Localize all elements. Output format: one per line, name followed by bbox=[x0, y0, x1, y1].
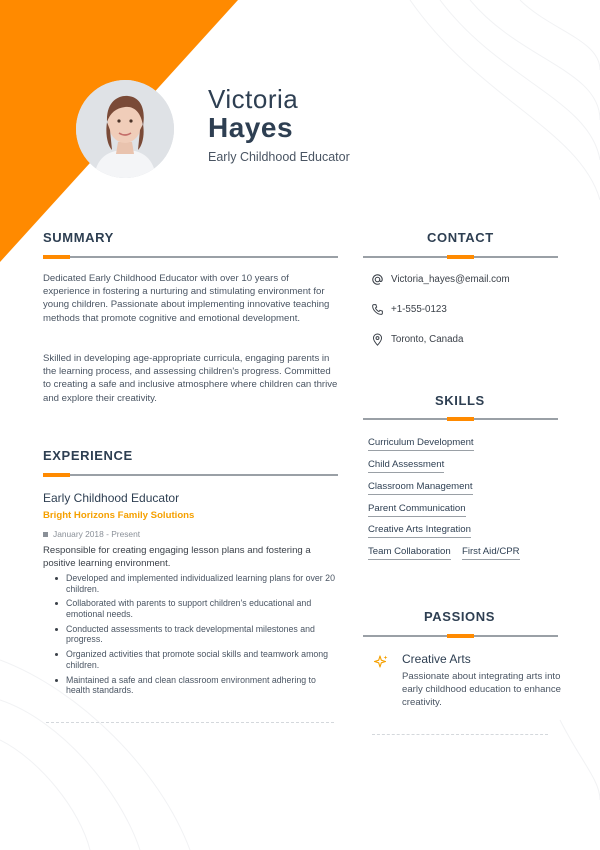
summary-paragraph-1: Dedicated Early Childhood Educator with over 10 years of experience in fostering a nurturing and stimulating environment for young children. Passionate about implementing innovative teaching methods that promote cognitive and emotional development. bbox=[43, 273, 330, 324]
avatar bbox=[76, 80, 174, 178]
contact-accent-bar bbox=[447, 255, 474, 259]
skill-tag: Child Assessment bbox=[368, 459, 444, 473]
phone-icon bbox=[371, 303, 384, 316]
job-title: Early Childhood Educator bbox=[208, 150, 350, 164]
list-item: Organized activities that promote social skills and teamwork among children. bbox=[54, 649, 339, 670]
last-name: Hayes bbox=[208, 112, 294, 143]
passions-end-divider bbox=[372, 734, 548, 735]
experience-dates bbox=[43, 529, 140, 539]
contact-email bbox=[371, 273, 510, 286]
location-pin-icon bbox=[371, 333, 384, 346]
profile-photo bbox=[76, 80, 174, 178]
contact-email-text: Victoria_hayes@email.com bbox=[391, 274, 510, 285]
experience-description: Responsible for creating engaging lesson plans and fostering a positive learning environment. bbox=[43, 545, 311, 570]
sparkle-icon bbox=[373, 654, 389, 670]
skill-tag: Classroom Management bbox=[368, 481, 473, 495]
list-item: Collaborated with parents to support children's educational and emotional needs. bbox=[54, 598, 339, 619]
skill-tag: Team Collaboration bbox=[368, 546, 451, 560]
experience-bullet-list bbox=[54, 573, 339, 700]
experience-accent-bar bbox=[43, 473, 70, 477]
experience-job-title: Early Childhood Educator bbox=[43, 491, 180, 505]
summary-heading: SUMMARY bbox=[43, 230, 114, 245]
experience-company: Bright Horizons Family Solutions bbox=[43, 510, 195, 521]
experience-heading: EXPERIENCE bbox=[43, 448, 133, 463]
skill-tag: Creative Arts Integration bbox=[368, 524, 471, 538]
contact-location bbox=[371, 333, 463, 346]
list-item: Developed and implemented individualized learning plans for over 20 children. bbox=[54, 573, 339, 594]
contact-heading: CONTACT bbox=[427, 230, 494, 245]
contact-phone-text: +1-555-0123 bbox=[391, 304, 447, 315]
at-icon bbox=[371, 273, 384, 286]
passions-accent-bar bbox=[447, 634, 474, 638]
first-name: Victoria bbox=[208, 84, 299, 114]
list-item: Maintained a safe and clean classroom environment adhering to health standards. bbox=[54, 675, 339, 696]
passion-description: Passionate about integrating arts into early childhood education to enhance creativity. bbox=[402, 671, 561, 709]
passions-heading: PASSIONS bbox=[424, 609, 496, 624]
summary-paragraph-2: Skilled in developing age-appropriate curricula, engaging parents in the learning process, and assessing children's progress. Committed to creating a safe and inclusive atmosphere where children can thrive and explore their creativity. bbox=[43, 353, 338, 404]
summary-accent-bar bbox=[43, 255, 70, 259]
summary-divider bbox=[43, 256, 338, 258]
passion-title: Creative Arts bbox=[402, 652, 471, 666]
list-item: Conducted assessments to track developmental milestones and progress. bbox=[54, 624, 339, 645]
date-marker-icon bbox=[43, 532, 48, 537]
contact-location-text: Toronto, Canada bbox=[391, 334, 464, 345]
skill-tag: Parent Communication bbox=[368, 503, 466, 517]
contact-phone bbox=[371, 303, 447, 316]
skills-heading: SKILLS bbox=[435, 393, 485, 408]
experience-dates-text: January 2018 - Present bbox=[53, 529, 141, 539]
experience-divider bbox=[43, 474, 338, 476]
skill-tag: Curriculum Development bbox=[368, 437, 474, 451]
skills-accent-bar bbox=[447, 417, 474, 421]
skill-tag: First Aid/CPR bbox=[462, 546, 520, 560]
experience-end-divider bbox=[46, 722, 334, 723]
